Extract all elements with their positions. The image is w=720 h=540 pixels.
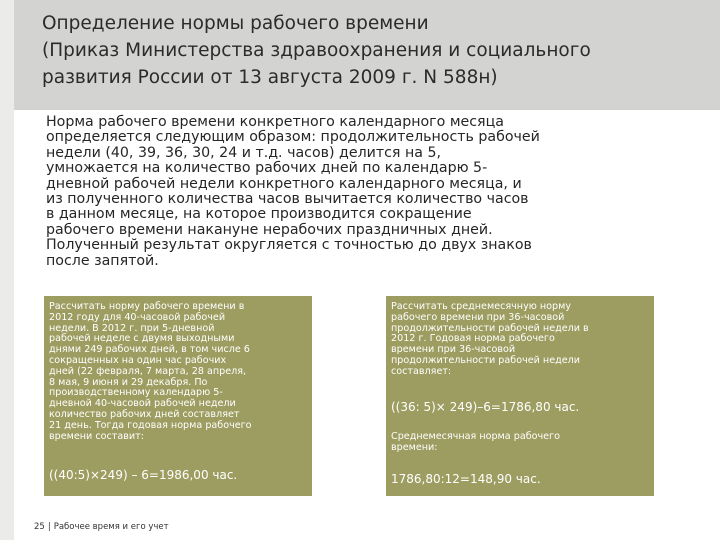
formula-annual-36h: ((36: 5)× 249)–6=1786,80 час. <box>391 400 580 414</box>
example-line: продолжительности рабочей недели в <box>391 322 589 334</box>
example-line: сокращенных на один час рабочих <box>49 354 227 366</box>
intro-line: недели (40, 39, 36, 30, 24 и т.д. часов) делится на 5, <box>46 144 441 161</box>
example-line: количество рабочих дней составляет <box>49 408 240 420</box>
intro-line: Полученный результат округляется с точностью до двух знаков <box>46 237 532 254</box>
page-number: 25 <box>34 522 45 532</box>
example-line: рабочего времени при 36-часовой <box>391 311 565 323</box>
example-line: составляет: <box>391 365 452 377</box>
footer-section-title: Рабочее время и его учет <box>53 522 169 532</box>
intro-line: из полученного количества часов вычитается количество часов <box>46 191 529 208</box>
example-line: днями 249 рабочих дней, в том числе 6 <box>49 344 250 356</box>
slide-title <box>42 10 712 91</box>
example-line: продолжительности рабочей недели <box>391 354 580 366</box>
example-line: дней (22 февраля, 7 марта, 28 апреля, <box>49 365 247 377</box>
example-line: Среднемесячная норма рабочего <box>391 431 560 442</box>
example-line: 8 мая, 9 июня и 29 декабря. По <box>49 376 208 388</box>
footer-separator: | <box>47 522 51 532</box>
title-line: (Приказ Министерства здравоохранения и социального <box>42 40 591 61</box>
intro-line: Норма рабочего времени конкретного календарного месяца <box>46 114 504 130</box>
example-box-annual-norm <box>44 296 312 496</box>
slide-footer <box>34 522 169 532</box>
formula-annual-norm: ((40:5)×249) – 6=1986,00 час. <box>49 468 238 482</box>
example-line: Рассчитать норму рабочего времени в <box>49 301 245 312</box>
example-line: времени составит: <box>49 430 144 442</box>
example-line: недели. В 2012 г. при 5-дневной <box>49 322 215 334</box>
example-line: 2012 г. Годовая норма рабочего <box>391 333 555 345</box>
example-line: времени при 36-часовой <box>391 344 516 356</box>
example-line: рабочей неделе с двумя выходными <box>49 333 235 345</box>
example-text <box>391 302 589 378</box>
example-line: Рассчитать среднемесячную норму <box>391 301 572 312</box>
example-line: 21 день. Тогда годовая норма рабочего <box>49 419 252 431</box>
formula-monthly-norm: 1786,80:12=148,90 час. <box>391 472 541 486</box>
example-text-monthly <box>391 432 560 454</box>
title-line: развития России от 13 августа 2009 г. N 588н) <box>42 67 498 88</box>
intro-line: умножается на количество рабочих дней по календарю 5- <box>46 160 488 177</box>
title-line: Определение нормы рабочего времени <box>42 13 429 34</box>
intro-paragraph <box>46 115 686 269</box>
example-line: дневной 40-часовой рабочей недели <box>49 398 236 410</box>
intro-line: в данном месяце, на которое производится сокращение <box>46 206 472 223</box>
example-line: 2012 году для 40-часовой рабочей <box>49 311 226 323</box>
intro-line: рабочего времени накануне нерабочих праздничных дней. <box>46 221 493 238</box>
example-line: времени: <box>391 441 438 453</box>
example-box-monthly-norm <box>386 296 654 496</box>
intro-line: определяется следующим образом: продолжительность рабочей <box>46 129 540 146</box>
example-text <box>49 302 252 442</box>
intro-line: после запятой. <box>46 252 159 269</box>
example-line: производственному календарю 5- <box>49 387 223 399</box>
intro-line: дневной рабочей недели конкретного календарного месяца, и <box>46 175 522 192</box>
